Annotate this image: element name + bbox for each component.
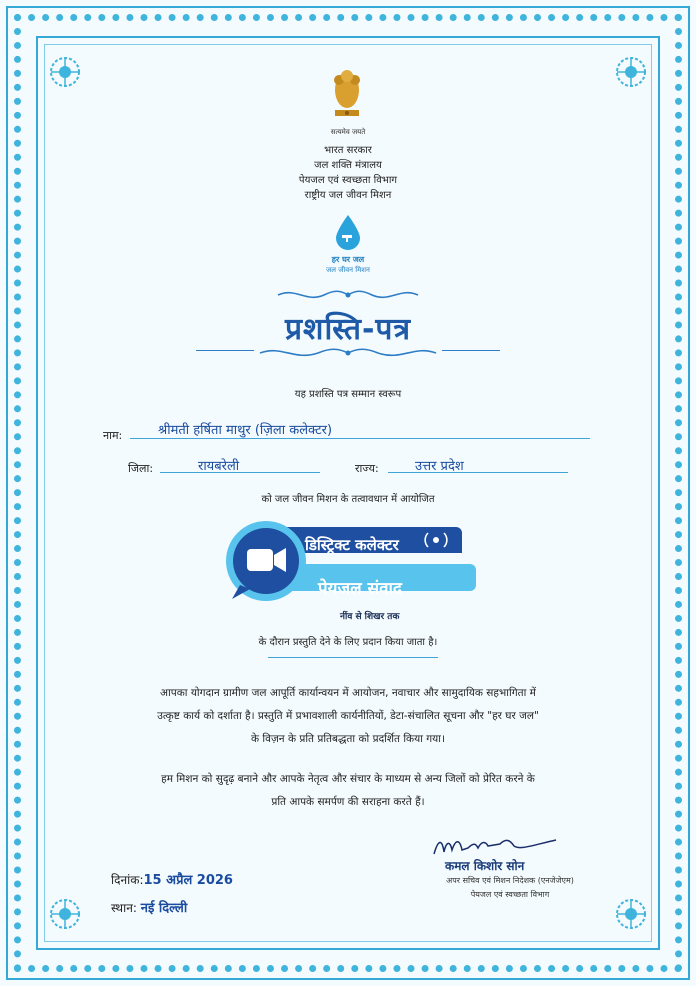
header-line-3: पेयजल एवं स्वच्छता विभाग (298, 175, 398, 186)
paragraph-1-line-1: आपका योगदान ग्रामीण जल आपूर्ति कार्यान्वयन में आयोजन, नवाचार और सामुदायिक सहभागिता में (160, 687, 536, 699)
paragraph-2-line-1: हम मिशन को सुदृढ़ बनाने और आपके नेतृत्व और संचार के माध्यम से अन्य जिलों को प्रेरित करने के (161, 773, 535, 785)
paragraph-1-line-2: उत्कृष्ट कार्य को दर्शाता है। प्रस्तुति में प्रभावशाली कार्यनीतियों, डेटा-संचालित सूचना और "हर घर जल" (157, 710, 539, 722)
name-underline (130, 438, 590, 439)
header-line-4: राष्ट्रीय जल जीवन मिशन (304, 190, 392, 201)
corner-ornament-icon (614, 55, 648, 89)
signatory-name: कमल किशोर सोन (445, 859, 525, 873)
paragraph-1-line-3: के विज़न के प्रति प्रतिबद्धता को प्रदर्शित किया गया। (251, 733, 445, 745)
presentation-text: के दौरान प्रस्तुति देने के लिए प्रदान किया जाता है। (258, 637, 438, 648)
flourish-top-icon (276, 287, 420, 303)
date-row (111, 870, 233, 888)
header-line-1: भारत सरकार (324, 145, 372, 156)
title-rule-right (442, 350, 500, 351)
emblem-motto: सत्यमेव जयते (330, 128, 366, 136)
presentation-underline (268, 657, 438, 658)
banner-subtitle: पेयजल संवाद (318, 579, 402, 599)
national-emblem-icon (327, 66, 367, 126)
district-value: रायबरेली (198, 459, 240, 474)
corner-ornament-icon (614, 897, 648, 931)
name-label: नाम: (103, 429, 123, 442)
corner-ornament-icon (48, 897, 82, 931)
flourish-bottom-icon (258, 345, 438, 361)
banner-title: डिस्ट्रिक्ट कलेक्टर (305, 536, 399, 554)
header-line-2: जल शक्ति मंत्रालय (314, 160, 382, 171)
district-label: जिला: (128, 462, 154, 475)
intro-text: यह प्रशस्ति पत्र सम्मान स्वरूप (294, 389, 402, 400)
certificate-title: प्रशस्ति-पत्र (284, 312, 412, 347)
district-underline (160, 472, 320, 473)
paragraph-2-line-2: प्रति आपके समर्पण की सराहना करते हैं। (271, 796, 425, 808)
place-label: स्थान: (111, 901, 137, 915)
organized-text: को जल जीवन मिशन के तत्वावधान में आयोजित (261, 494, 435, 505)
water-drop-logo-icon (334, 213, 362, 251)
signatory-designation: अपर सचिव एवं मिशन निदेशक (एनजेजेएम) (446, 876, 574, 885)
name-value: श्रीमती हर्षिता माथुर (ज़िला कलेक्टर) (158, 423, 333, 438)
date-value: 15 अप्रैल 2026 (143, 873, 233, 888)
banner-tagline: नींव से शिखर तक (340, 612, 400, 622)
title-rule-left (196, 350, 254, 351)
logo-line-2: जल जीवन मिशन (326, 266, 370, 274)
date-label: दिनांक: (111, 873, 144, 887)
signatory-department: पेयजल एवं स्वच्छता विभाग (470, 890, 550, 899)
place-row (111, 898, 187, 916)
corner-ornament-icon (48, 55, 82, 89)
state-value: उत्तर प्रदेश (415, 459, 464, 474)
logo-line-1: हर घर जल (331, 255, 365, 264)
place-value: नई दिल्ली (140, 901, 188, 916)
state-label: राज्य: (355, 462, 379, 475)
